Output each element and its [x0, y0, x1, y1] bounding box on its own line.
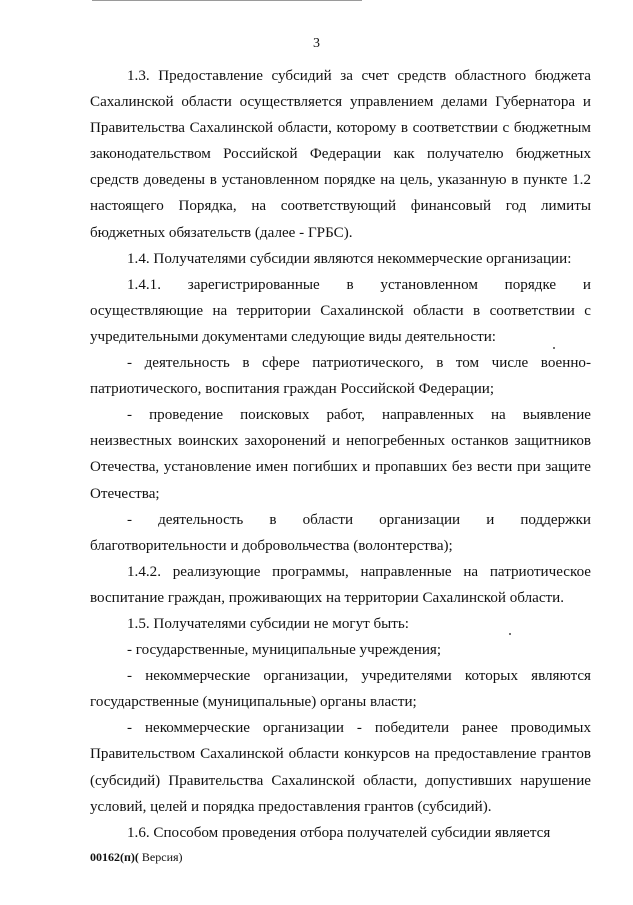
document-footer — [90, 850, 183, 865]
document-body — [90, 63, 591, 846]
paragraph-1-6: 1.6. Способом проведения отбора получателей субсидии является — [127, 824, 551, 841]
list-item-charity-volunteering: - деятельность в области организации и поддержки благотворительности и добровольчества (волонтерства); — [90, 511, 591, 554]
list-item-nko-state-founders: - некоммерческие организации, учредителями которых являются государственные (муниципальные) органы власти; — [90, 668, 591, 711]
document-code: 00162(п)( — [90, 850, 139, 864]
paragraph-1-4-2: 1.4.2. реализующие программы, направленные на патриотическое воспитание граждан, проживающих на территории Сахалинской области. — [90, 563, 591, 606]
scan-speck — [509, 633, 511, 635]
paragraph-1-4-1: 1.4.1. зарегистрированные в установленном порядке и осуществляющие на территории Сахалинской области в соответствии с учредительными документами следующие виды деятельности: — [90, 276, 591, 345]
list-item-nko-grant-violators: - некоммерческие организации - победители ранее проводимых Правительством Сахалинской области конкурсов на предоставление грантов (субсидий) Правительства Сахалинской области, допустивших нарушение условий, целей и порядка предоставления грантов (субсидий). — [90, 720, 591, 815]
list-item-search-works: - проведение поисковых работ, направленных на выявление неизвестных воинских захоронений и непогребенных останков защитников Отечества, установление имен погибших и пропавших без вести при защите Отечества; — [90, 407, 591, 502]
scan-speck — [553, 347, 555, 349]
paragraph-1-4: 1.4. Получателями субсидии являются некоммерческие организации: — [127, 250, 572, 267]
list-item-patriotic-education: - деятельность в сфере патриотического, в том числе военно-патриотического, воспитания граждан Российской Федерации; — [90, 355, 591, 398]
document-version: Версия) — [138, 850, 183, 864]
page-number: 3 — [313, 36, 320, 51]
paragraph-1-5: 1.5. Получателями субсидии не могут быть: — [127, 615, 409, 632]
list-item-state-institutions: - государственные, муниципальные учреждения; — [127, 642, 442, 659]
scan-top-rule — [92, 0, 362, 1]
paragraph-1-3: 1.3. Предоставление субсидий за счет средств областного бюджета Сахалинской области осуществляется управлением делами Губернатора и Правительства Сахалинской области, которому в соответствии с бюджетным законодательством Российской Федерации как получателю бюджетных средств доведены в установленном порядке на цель, указанную в пункте 1.2 настоящего Порядка, на соответствующий финансовый год лимиты бюджетных обязательств (далее - ГРБС). — [90, 68, 591, 241]
